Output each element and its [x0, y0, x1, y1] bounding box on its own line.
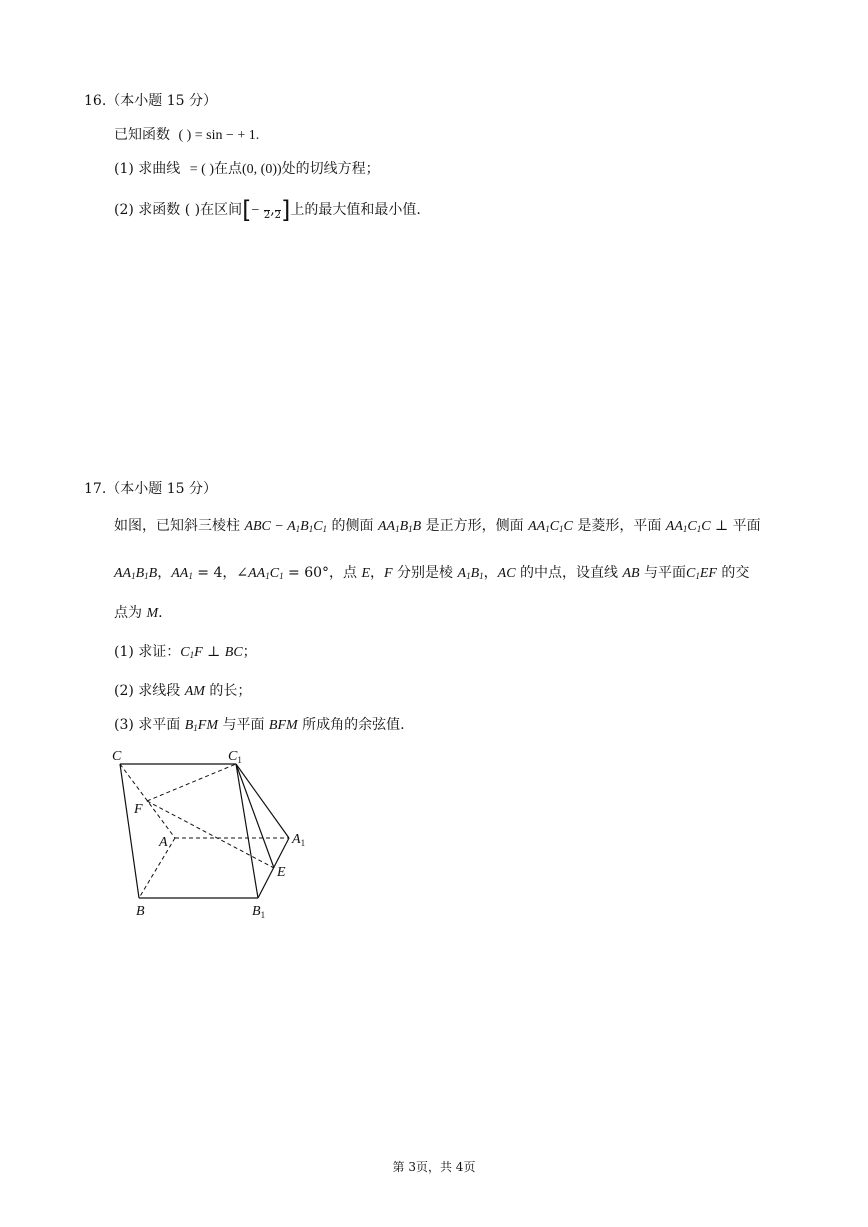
hidden-edge-AB [139, 838, 175, 898]
edge-CB [120, 764, 139, 898]
label-B1: $B_1$ [252, 904, 266, 920]
q16-part2-suffix: 上的最大值和最小值. [290, 202, 421, 218]
math-plane: $AA_1C_1C$ [665, 519, 711, 534]
math-segment: AM [184, 684, 205, 699]
label-C: C [112, 749, 122, 764]
label-F: F [134, 802, 143, 817]
math-point: E [361, 566, 371, 581]
math-plane: $B_1FM$ [184, 718, 219, 733]
text: ， [370, 565, 385, 581]
right-bracket: ] [281, 196, 291, 224]
q17-line3 [114, 604, 163, 623]
text: 点为 [114, 605, 147, 621]
math-line: AB [622, 566, 640, 581]
edge-C1E [236, 764, 274, 868]
math-plane: BFM [268, 718, 298, 733]
q16-header: 16.（本小题 15 分） [84, 93, 217, 109]
math-segment: AC [497, 566, 516, 581]
q16-part1 [114, 160, 380, 179]
math-plane: $AA_1B_1B$ [114, 566, 158, 581]
text: = 4，∠ [192, 565, 249, 581]
left-fraction: 2 [263, 209, 271, 221]
math-face: $AA_1B_1B$ [377, 519, 422, 534]
math-edge: $A_1B_1$ [457, 566, 484, 581]
text: 与平面 [639, 565, 686, 581]
text: ， [157, 565, 172, 581]
hidden-line-FC1 [147, 764, 236, 801]
text: ⊥ 平面 [710, 518, 761, 534]
text: 分别是棱 [392, 565, 458, 581]
text: ， [483, 565, 498, 581]
q16-stem-expr: ( ) = sin − + 1. [178, 128, 260, 143]
interval-separator: , [270, 202, 275, 218]
q16-stem-prefix: 已知函数 [114, 127, 170, 143]
text: ； [242, 644, 257, 660]
q16-part1-prefix: (1) 求曲线 [114, 161, 181, 177]
math-point: M [146, 606, 159, 621]
math-segment: BC [224, 645, 243, 660]
text: 的交 [716, 565, 750, 581]
q17-header: 17.（本小题 15 分） [84, 481, 217, 497]
text: 的长； [204, 683, 252, 699]
q16-part1-expr: = ( )在点(0, (0))处的切线方程； [186, 162, 380, 177]
math-face: $AA_1C_1C$ [528, 519, 573, 534]
edge-C1A1 [236, 764, 289, 838]
label-B: B [136, 904, 145, 919]
label-A1: $A_1$ [292, 832, 306, 848]
text: 是正方形，侧面 [421, 518, 529, 534]
q17-part2 [114, 682, 251, 701]
text: = 60°，点 [283, 565, 362, 581]
prism-figure [108, 742, 328, 927]
interval-minus: − [251, 203, 260, 218]
math-plane: $C_1EF$ [686, 566, 717, 581]
label-E: E [277, 865, 286, 880]
math-edge: $AA_1$ [171, 566, 193, 581]
q17-line1 [114, 517, 761, 536]
text: 是菱形，平面 [572, 518, 666, 534]
math-angle: $AA_1C_1$ [248, 566, 284, 581]
text: (1) 求证： [114, 644, 181, 660]
page-footer: 第 3页，共 4页 [392, 1160, 476, 1174]
left-bracket: [ [242, 196, 252, 224]
text: 的中点，设直线 [515, 565, 623, 581]
right-fraction: 2 [274, 209, 282, 221]
q16-interval [242, 196, 291, 224]
text: . [158, 605, 163, 621]
q17-part3 [114, 716, 405, 735]
math-segment: $C_1F$ [180, 645, 203, 660]
text: 如图，已知斜三棱柱 [114, 518, 245, 534]
q17-part1 [114, 643, 257, 662]
math-prism: ABC − $A_1B_1C_1$ [244, 519, 328, 534]
math-point: F [384, 566, 393, 581]
text: 与平面 [218, 717, 269, 733]
q16-stem [114, 126, 259, 145]
q16-part2 [114, 196, 421, 224]
edge-C1B1 [236, 764, 258, 898]
text: 所成角的余弦值. [297, 717, 405, 733]
label-A: A [159, 835, 168, 850]
text: ⊥ [202, 644, 225, 660]
text: 的侧面 [327, 518, 378, 534]
text: (3) 求平面 [114, 717, 185, 733]
q16-part2-prefix: (2) 求函数 ( )在区间 [114, 202, 243, 218]
label-C1: $C_1$ [228, 749, 242, 765]
text: (2) 求线段 [114, 683, 185, 699]
q17-line2 [114, 564, 749, 583]
